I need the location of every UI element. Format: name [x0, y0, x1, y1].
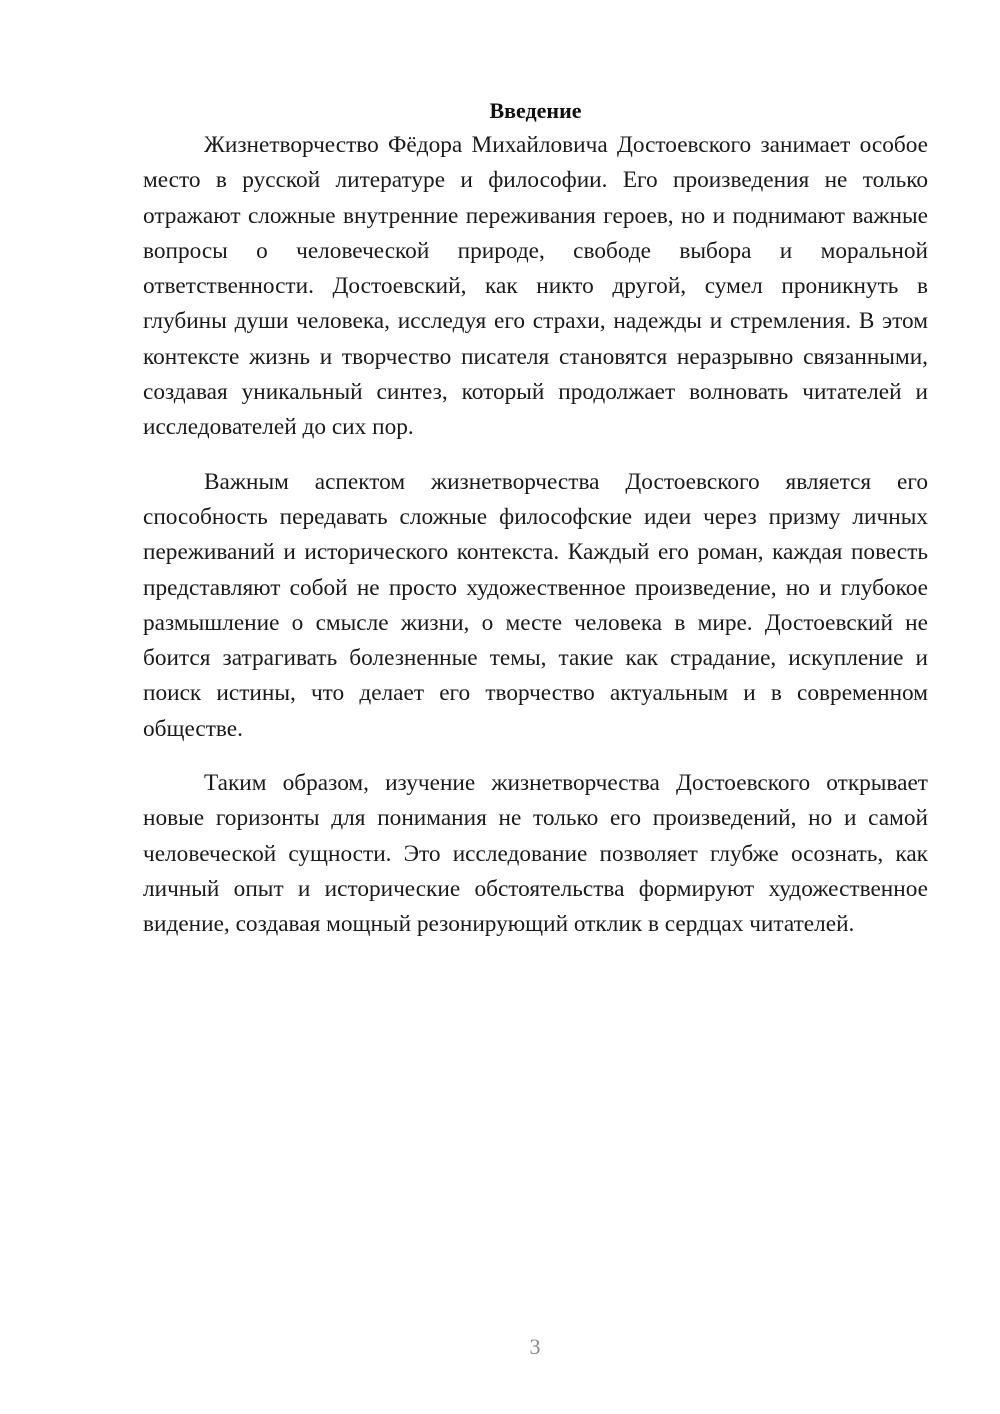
paragraph-3: Таким образом, изучение жизнетворчества Достоевского открывает новые горизонты для понимания не только его произведений, но и самой человеческой сущности. Это исследование позволяет глубже осознать, как личный опыт и исторические обстоятельства формируют художественное видение, создавая мощный резонирующий отклик в сердцах читателей. [143, 770, 928, 938]
page-content [143, 94, 928, 943]
paragraph-1: Жизнетворчество Фёдора Михайловича Достоевского занимает особое место в русской литературе и философии. Его произведения не только отражают сложные внутренние переживания героев, но и поднимают важные вопросы о человеческой природе, свободе выбора и моральной ответственности. Достоевский, как никто другой, сумел проникнуть в глубины души человека, исследуя его страхи, надежды и стремления. В этом контексте жизнь и творчество писателя становятся неразрывно связанными, создавая уникальный синтез, который продолжает волновать читателей и исследователей до сих пор. [143, 132, 928, 441]
page-number: 3 [529, 1334, 541, 1359]
section-title: Введение [489, 98, 582, 123]
paragraph-2: Важным аспектом жизнетворчества Достоевского является его способность передавать сложные философские идеи через призму личных переживаний и исторического контекста. Каждый его роман, каждая повесть представляют собой не просто художественное произведение, но и глубокое размышление о смысле жизни, о месте человека в мире. Достоевский не боится затрагивать болезненные темы, такие как страдание, искупление и поиск истины, что делает его творчество актуальным и в современном обществе. [143, 468, 928, 742]
